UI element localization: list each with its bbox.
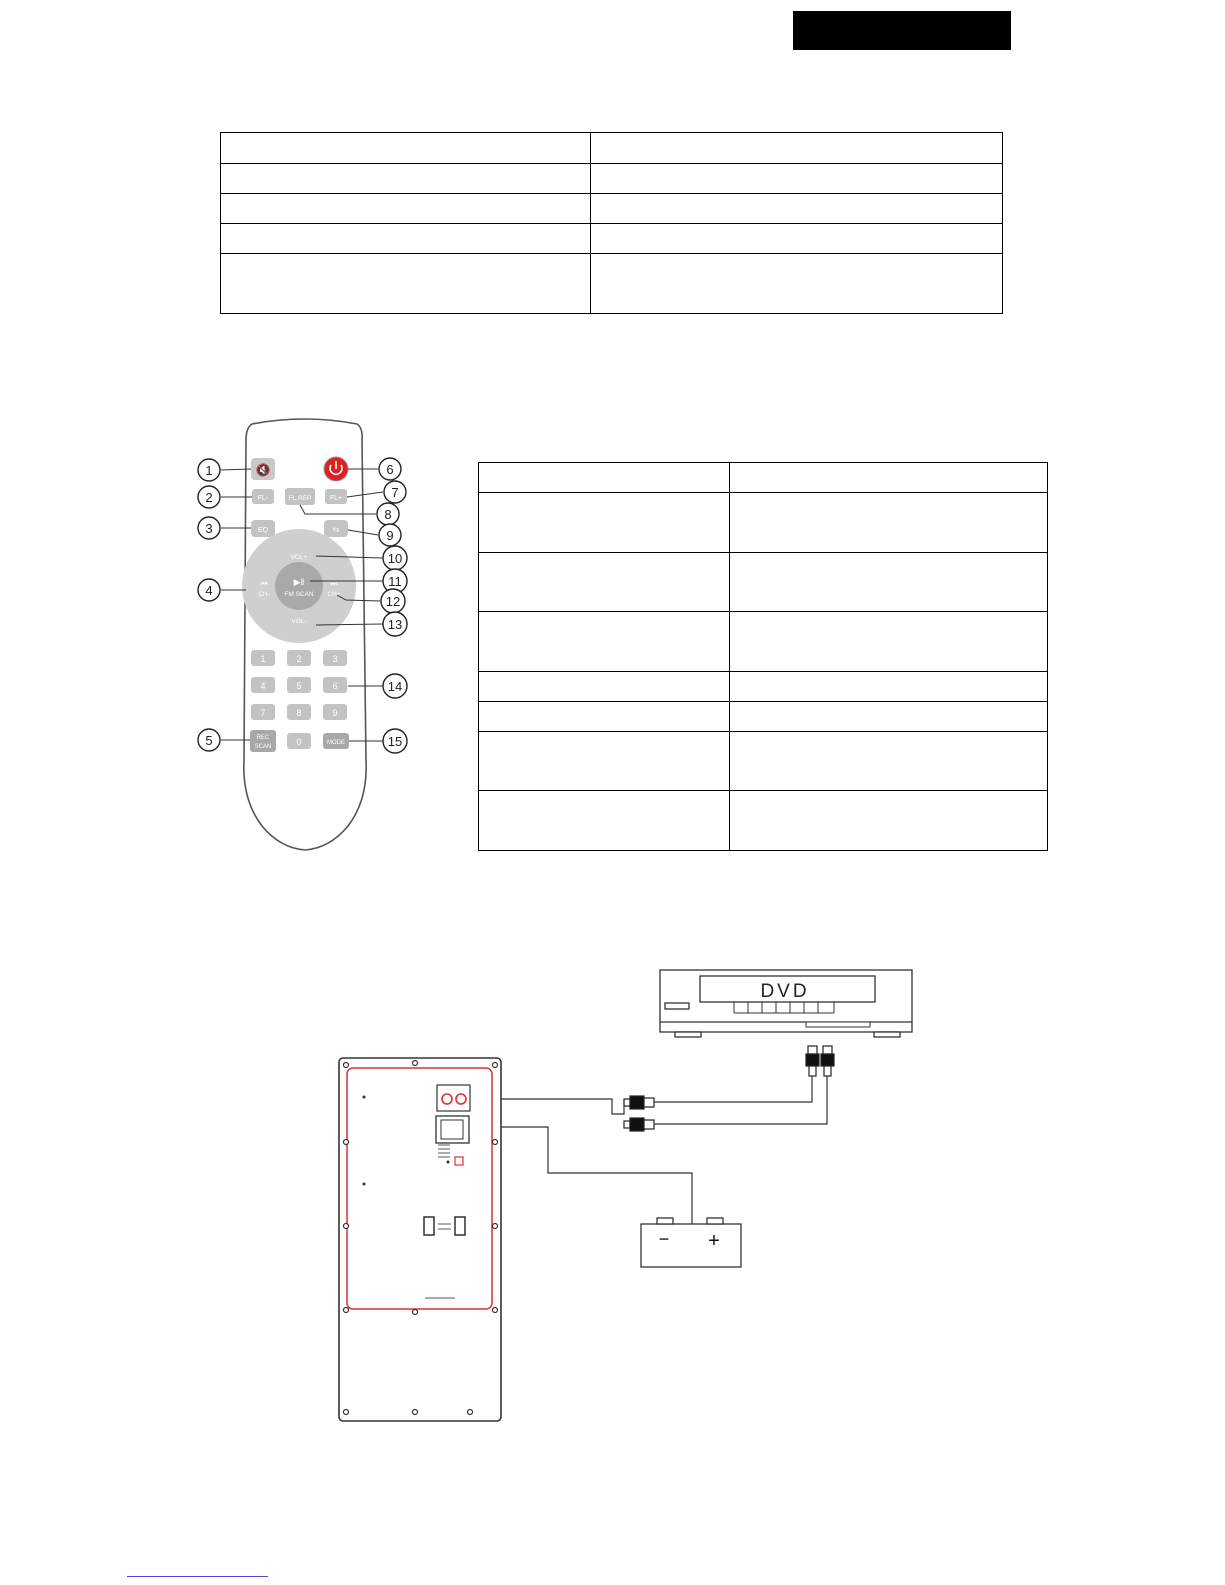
svg-text:15: 15 <box>387 734 403 749</box>
remote-control-diagram <box>190 418 420 858</box>
svg-text:MODE: MODE <box>327 740 345 746</box>
table-row <box>221 254 1003 314</box>
svg-text:4: 4 <box>205 583 213 598</box>
band-icon: ⇆ <box>332 525 340 534</box>
svg-text:8: 8 <box>296 708 302 718</box>
rca-plugs-amp <box>624 1096 654 1131</box>
table-row <box>479 493 1048 553</box>
svg-text:6: 6 <box>386 462 394 477</box>
svg-text:12: 12 <box>385 594 401 609</box>
rca-plugs-dvd <box>806 1046 834 1076</box>
table-row <box>479 672 1048 702</box>
table-row <box>479 791 1048 851</box>
svg-text:FM SCAN: FM SCAN <box>284 591 314 598</box>
function-table <box>478 462 1048 851</box>
table-row <box>221 164 1003 194</box>
svg-text:CH-: CH- <box>258 591 270 598</box>
table-row <box>221 133 1003 164</box>
next-icon: ⏭ <box>330 579 338 588</box>
svg-text:5: 5 <box>205 733 213 748</box>
battery-minus-label: − <box>658 1229 670 1249</box>
svg-text:7: 7 <box>260 708 266 718</box>
table-row <box>479 612 1048 672</box>
header-black-bar <box>793 11 1011 50</box>
svg-text:0: 0 <box>296 737 302 747</box>
svg-text:1: 1 <box>260 654 266 664</box>
svg-text:5: 5 <box>296 681 302 691</box>
table-row <box>479 463 1048 493</box>
table-row <box>479 732 1048 791</box>
prev-icon: ⏮ <box>260 579 268 588</box>
number-pad <box>251 650 347 720</box>
svg-text:3: 3 <box>332 654 338 664</box>
battery-plus-label: + <box>708 1230 720 1252</box>
amplifier-panel <box>339 1058 501 1421</box>
svg-text:FL+: FL+ <box>329 495 343 502</box>
svg-text:14: 14 <box>387 679 403 694</box>
spec-table <box>220 132 1003 314</box>
svg-text:11: 11 <box>388 574 402 589</box>
svg-text:10: 10 <box>387 551 403 566</box>
svg-text:2: 2 <box>296 654 302 664</box>
svg-text:REC: REC <box>256 735 270 741</box>
footer-link-underline <box>127 1576 268 1577</box>
svg-text:3: 3 <box>205 521 213 536</box>
svg-text:6: 6 <box>332 681 338 691</box>
table-row <box>221 194 1003 224</box>
svg-text:8: 8 <box>384 507 392 522</box>
play-pause-icon: ▶‖ <box>293 577 305 587</box>
battery <box>641 1218 741 1267</box>
table-row <box>479 553 1048 612</box>
mute-icon: 🔇 <box>255 463 271 477</box>
svg-text:1: 1 <box>205 463 213 478</box>
connection-diagram <box>330 960 920 1430</box>
svg-text:FL-: FL- <box>257 495 269 502</box>
svg-text:SCAN: SCAN <box>254 744 272 750</box>
svg-text:7: 7 <box>391 485 399 500</box>
svg-text:13: 13 <box>387 617 403 632</box>
svg-text:FL.REP: FL.REP <box>288 495 312 502</box>
svg-text:EQ: EQ <box>257 527 269 534</box>
table-row <box>479 702 1048 732</box>
svg-text:4: 4 <box>260 681 266 691</box>
svg-text:9: 9 <box>332 708 338 718</box>
svg-text:VOL-: VOL- <box>291 618 307 625</box>
svg-text:CH+: CH+ <box>327 591 341 598</box>
svg-text:2: 2 <box>205 490 213 505</box>
svg-text:VOL+: VOL+ <box>290 554 308 561</box>
table-row <box>221 224 1003 254</box>
svg-text:9: 9 <box>386 528 394 543</box>
dvd-label: DVD <box>760 981 810 1002</box>
